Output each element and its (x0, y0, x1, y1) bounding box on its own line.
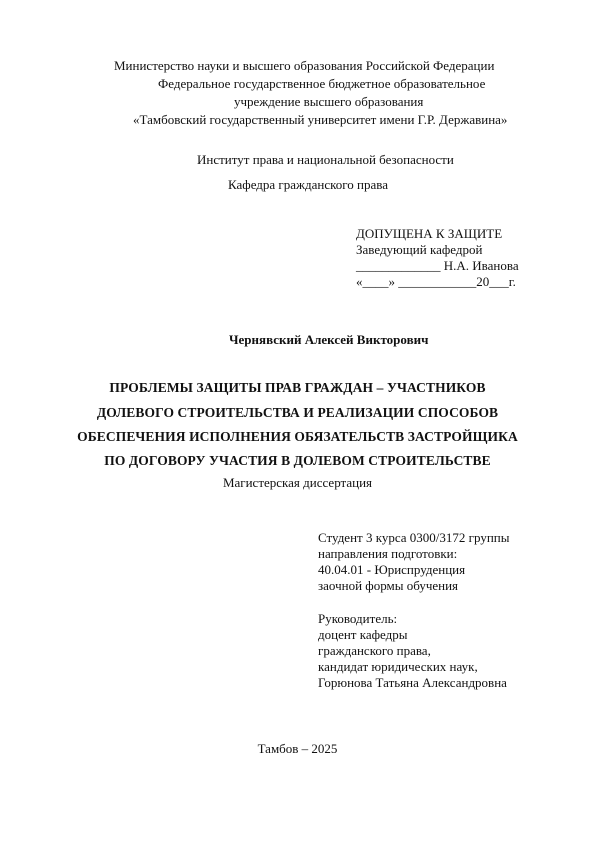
author-name: Чернявский Алексей Викторович (229, 332, 429, 347)
student-info-line: направления подготовки: (318, 546, 458, 561)
university-name: «Тамбовский государственный университет имени Г.Р. Державина» (133, 112, 508, 127)
supervisor-info-line: кандидат юридических наук, (318, 659, 478, 674)
department-name: Кафедра гражданского права (228, 177, 388, 192)
approval-date-line: «____» ____________20___г. (356, 274, 516, 289)
supervisor-info-line: гражданского права, (318, 643, 431, 658)
student-info-line: Студент 3 курса 0300/3172 группы (318, 530, 510, 545)
supervisor-name: Горюнова Татьяна Александровна (318, 675, 507, 690)
institution-type-line: Федеральное государственное бюджетное образовательное (158, 76, 486, 91)
work-type: Магистерская диссертация (222, 475, 373, 490)
student-info-line: заочной формы обучения (318, 578, 459, 593)
city-year: Тамбов – 2025 (257, 741, 338, 756)
thesis-title-line: ПРОБЛЕМЫ ЗАЩИТЫ ПРАВ ГРАЖДАН – УЧАСТНИКОВ (109, 380, 486, 395)
supervisor-info-line: доцент кафедры (318, 627, 408, 642)
institution-level-line: учреждение высшего образования (234, 94, 424, 109)
student-info-line: 40.04.01 - Юриспруденция (318, 562, 466, 577)
thesis-title-line: ДОЛЕВОГО СТРОИТЕЛЬСТВА И РЕАЛИЗАЦИИ СПОСОБОВ (96, 405, 499, 420)
thesis-title-line: ПО ДОГОВОРУ УЧАСТИЯ В ДОЛЕВОМ СТРОИТЕЛЬСТВЕ (104, 453, 491, 468)
approval-signature-line: _____________ Н.А. Иванова (356, 258, 519, 273)
ministry-line: Министерство науки и высшего образования Российской Федерации (114, 58, 495, 73)
approval-heading: ДОПУЩЕНА К ЗАЩИТЕ (356, 226, 503, 241)
supervisor-info-line: Руководитель: (318, 611, 398, 626)
thesis-title-line: ОБЕСПЕЧЕНИЯ ИСПОЛНЕНИЯ ОБЯЗАТЕЛЬСТВ ЗАСТРОЙЩИКА (77, 429, 518, 444)
approval-role: Заведующий кафедрой (356, 242, 483, 257)
institute-name: Институт права и национальной безопасности (197, 152, 454, 167)
